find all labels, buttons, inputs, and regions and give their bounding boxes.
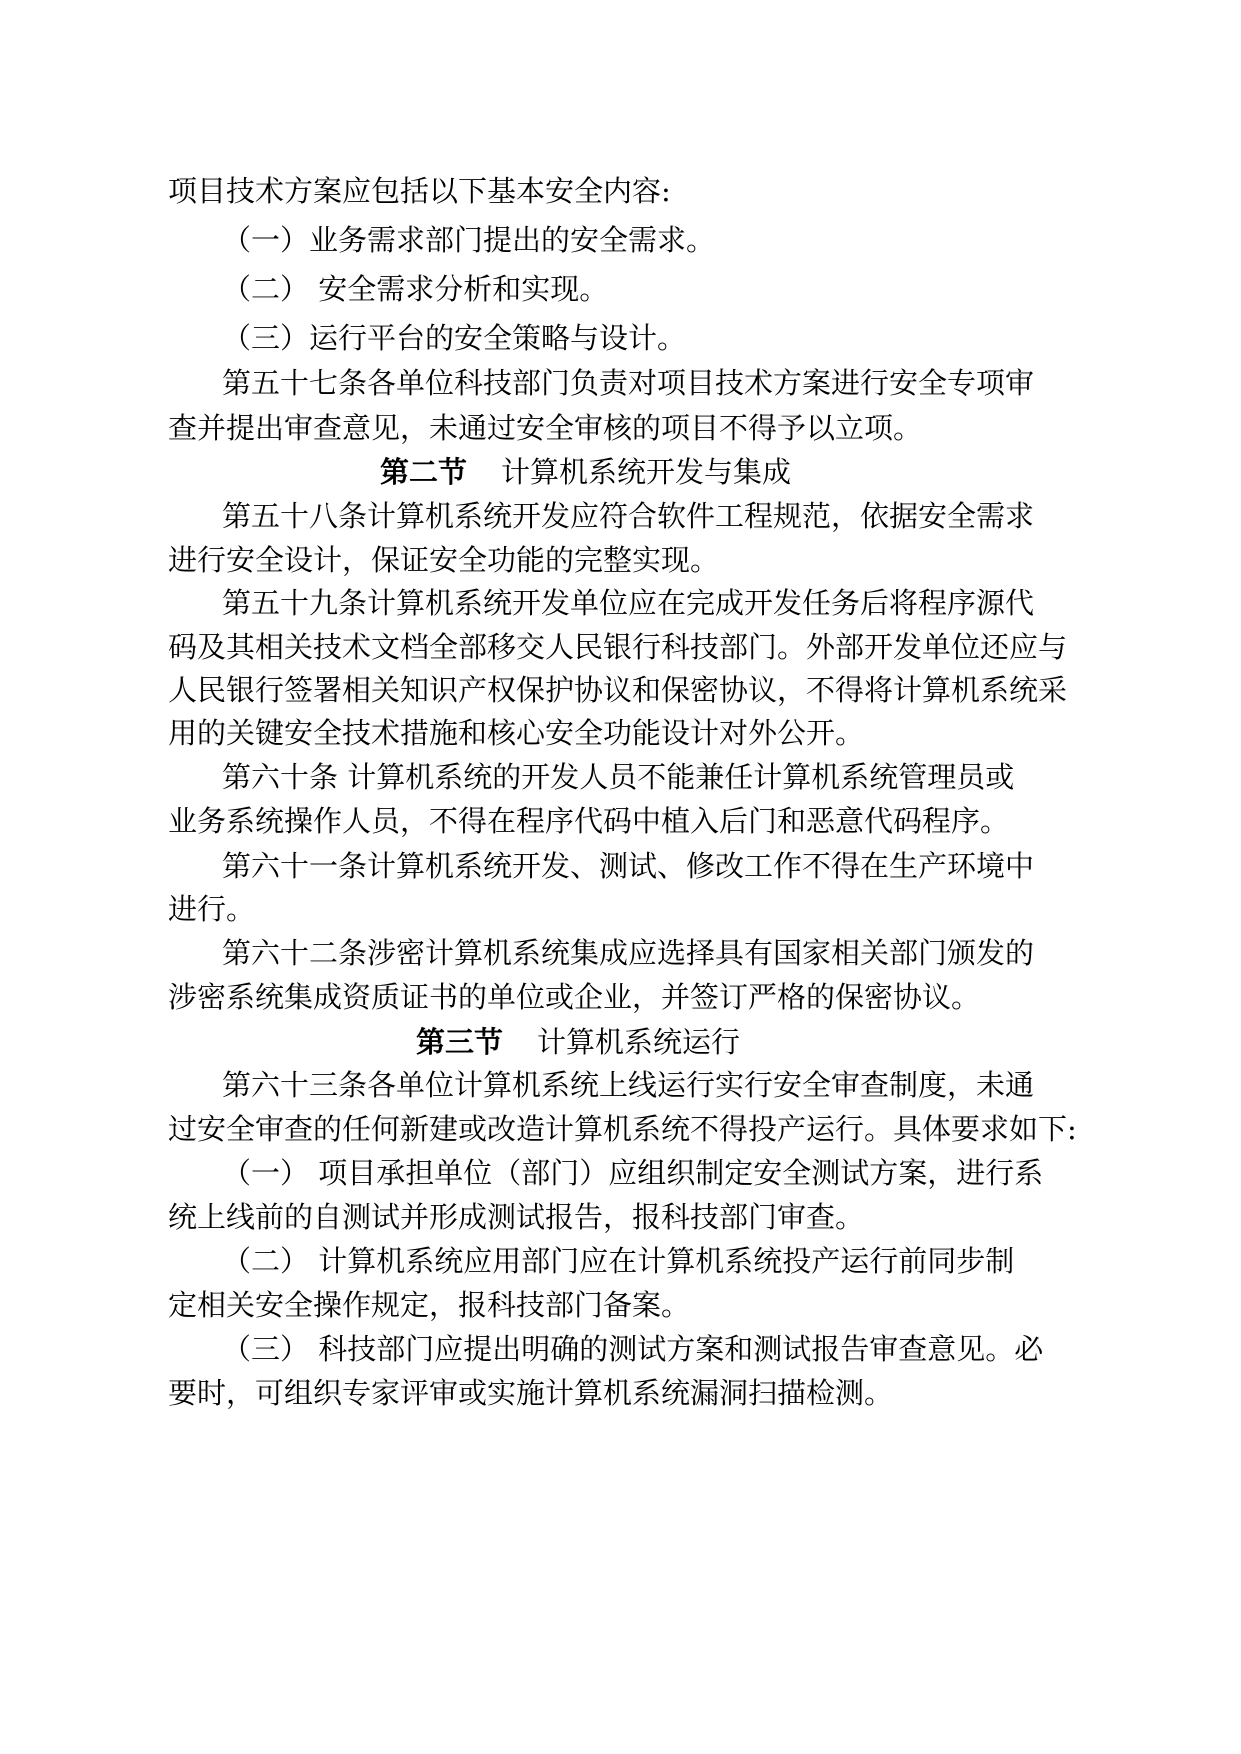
section-title: 计算机系统开发与集成: [501, 455, 792, 489]
article-58-line-1: 第五十八条计算机系统开发应符合软件工程规范，依据安全需求: [222, 499, 1035, 533]
list-item: （三）运行平台的安全策略与设计。: [222, 321, 687, 355]
section-number: 第三节: [416, 1025, 504, 1059]
list-item-2-line-1: （二） 计算机系统应用部门应在计算机系统投产运行前同步制: [222, 1244, 1015, 1278]
article-63-line-1: 第六十三条各单位计算机系统上线运行实行安全审查制度，未通: [222, 1068, 1035, 1102]
section-title: 计算机系统运行: [537, 1025, 741, 1059]
section-heading-3: [416, 1022, 740, 1062]
article-62-line-2: 涉密系统集成资质证书的单位或企业，并签订严格的保密协议。: [168, 980, 981, 1014]
body-line: 项目技术方案应包括以下基本安全内容:: [168, 174, 671, 208]
section-number: 第二节: [380, 455, 468, 489]
section-heading-2: [380, 452, 791, 492]
article-59-line-2: 码及其相关技术文档全部移交人民银行科技部门。外部开发单位还应与: [168, 630, 1068, 664]
list-item: （一）业务需求部门提出的安全需求。: [222, 223, 716, 257]
list-item-1-line-2: 统上线前的自测试并形成测试报告，报科技部门审查。: [168, 1200, 865, 1234]
list-item-3-line-2: 要时，可组织专家评审或实施计算机系统漏洞扫描检测。: [168, 1376, 894, 1410]
list-item-2-line-2: 定相关安全操作规定，报科技部门备案。: [168, 1288, 691, 1322]
article-60-line-2: 业务系统操作人员，不得在程序代码中植入后门和恶意代码程序。: [168, 804, 1010, 838]
article-62-line-1: 第六十二条涉密计算机系统集成应选择具有国家相关部门颁发的: [222, 936, 1035, 970]
article-63-line-2: 过安全审查的任何新建或改造计算机系统不得投产运行。具体要求如下:: [168, 1112, 1077, 1146]
list-item-3-line-1: （三） 科技部门应提出明确的测试方案和测试报告审查意见。必: [222, 1332, 1044, 1366]
article-59-line-4: 用的关键安全技术措施和核心安全功能设计对外公开。: [168, 716, 865, 750]
article-57-line-1: 第五十七条各单位科技部门负责对项目技术方案进行安全专项审: [222, 366, 1035, 400]
list-item: （二） 安全需求分析和实现。: [222, 272, 609, 306]
article-61-line-2: 进行。: [168, 892, 256, 926]
list-item-1-line-1: （一） 项目承担单位（部门）应组织制定安全测试方案，进行系: [222, 1156, 1044, 1190]
article-61-line-1: 第六十一条计算机系统开发、测试、修改工作不得在生产环境中: [222, 849, 1035, 883]
article-59-line-1: 第五十九条计算机系统开发单位应在完成开发任务后将程序源代: [222, 586, 1035, 620]
article-58-line-2: 进行安全设计，保证安全功能的完整实现。: [168, 543, 720, 577]
article-57-line-2: 查并提出审查意见，未通过安全审核的项目不得予以立项。: [168, 411, 923, 445]
article-60-line-1: 第六十条 计算机系统的开发人员不能兼任计算机系统管理员或: [222, 760, 1015, 794]
article-59-line-3: 人民银行签署相关知识产权保护协议和保密协议，不得将计算机系统采: [168, 673, 1068, 707]
